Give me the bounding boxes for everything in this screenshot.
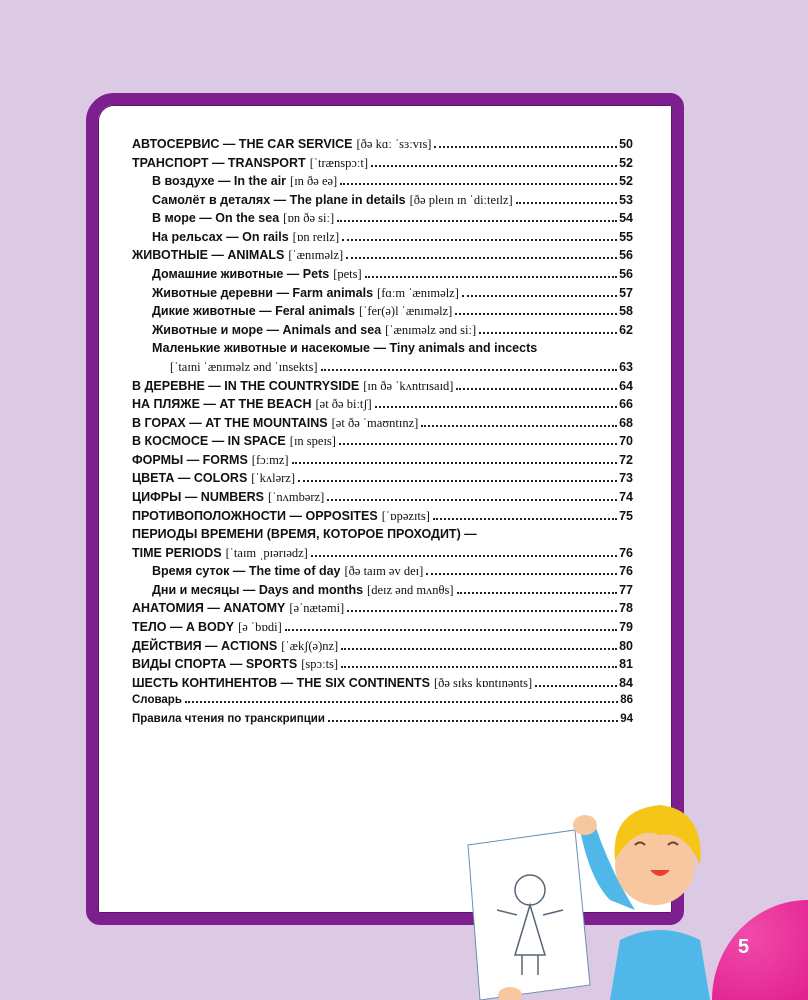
toc-entry-transcription: [əˈnætəmi] [289,601,345,616]
toc-entry-page: 62 [619,322,633,337]
toc-entry-transcription: [ɪn ðə eə] [290,174,338,189]
toc-entry-transcription: [ˈænɪməlz ənd siː] [385,322,477,337]
toc-entry-transcription: [fɔːmz] [251,452,289,467]
toc-entry[interactable] [132,397,633,416]
leader-dots [321,368,618,371]
toc-entry-transcription: [ˈɒpəzɪts] [381,508,430,523]
toc-entry-page: 86 [620,694,633,707]
toc-entry[interactable] [132,434,633,453]
toc-entry-title: TIME PERIODS [132,545,222,560]
toc-entry-page: 64 [619,378,633,393]
page-number-badge [712,900,808,1000]
toc-entry-transcription: [ət ðə biːtʃ] [315,397,372,412]
toc-entry-page: 80 [619,638,633,653]
toc-entry-transcription: [ˈfer(ə)l ˈænɪməlz] [359,304,453,319]
toc-entry-page: 72 [619,452,633,467]
toc-entry-page: 58 [619,304,633,319]
toc-entry[interactable] [132,453,633,472]
toc-entry-title: Время суток — The time of day [152,564,341,579]
leader-dots [328,719,618,722]
toc-entry[interactable] [132,546,633,565]
toc-entry[interactable] [132,583,633,602]
leader-dots [339,442,617,445]
toc-entry[interactable] [132,713,633,732]
toc-entry-page: 52 [619,174,633,189]
toc-entry-transcription: [ˈkʌlərz] [251,471,296,486]
toc-entry-page: 81 [619,657,633,672]
toc-entry[interactable] [132,156,633,175]
toc-entry[interactable] [132,490,633,509]
toc-entry-title: ВИДЫ СПОРТА — SPORTS [132,657,298,672]
toc-entry-title: ТЕЛО — A BODY [132,620,235,635]
leader-dots [327,498,617,501]
toc-entry-page: 56 [619,248,633,263]
leader-dots [292,461,618,464]
toc-entry-title: На рельсах — On rails [152,229,289,244]
toc-entry-title: ЖИВОТНЫЕ — ANIMALS [132,248,285,263]
toc-entry[interactable] [132,193,633,212]
leader-dots [311,554,617,557]
toc-entry-transcription: [ˈtrænspɔːt] [309,155,369,170]
leader-dots [346,256,617,259]
leader-dots [479,331,617,334]
toc-entry-page: 70 [619,434,633,449]
toc-entry[interactable] [132,694,633,713]
leader-dots [421,424,617,427]
toc-entry-title: Самолёт в деталях — The plane in details [152,192,406,207]
toc-entry-page: 55 [619,229,633,244]
toc-entry[interactable] [132,286,633,305]
leader-dots [457,591,618,594]
toc-entry-transcription: [pets] [333,267,362,282]
toc-entry[interactable] [132,267,633,286]
toc-entry-transcription: [spɔːts] [301,657,339,672]
toc-entry-title: Дни и месяцы — Days and months [152,582,364,597]
toc-entry-transcription: [ðə pleɪn ɪn ˈdiːteɪlz] [409,192,513,207]
toc-entry[interactable] [132,509,633,528]
leader-dots [462,294,617,297]
toc-entry[interactable] [132,527,633,546]
toc-entry-page: 78 [619,601,633,616]
toc-entry-transcription: [ˈtaɪni ˈænɪməlz ənd ˈɪnsekts] [170,359,318,374]
leader-dots [535,684,617,687]
leader-dots [298,479,617,482]
toc-entry-transcription: [ˈnʌmbərz] [268,489,325,504]
toc-entry[interactable] [132,323,633,342]
leader-dots [433,517,617,520]
leader-dots [455,312,617,315]
toc-entry-title: АВТОСЕРВИС — THE CAR SERVICE [132,137,353,151]
toc-entry[interactable] [132,471,633,490]
toc-entry-title: В ГОРАХ — AT THE MOUNTAINS [132,415,328,430]
leader-dots [342,238,617,241]
toc-entry-title: АНАТОМИЯ — ANATOMY [132,601,286,616]
toc-entry[interactable] [132,639,633,658]
toc-entry-page: 77 [619,582,633,597]
leader-dots [337,219,617,222]
toc-entry-title: Словарь [132,694,182,707]
toc-entry-title: ШЕСТЬ КОНТИНЕНТОВ — THE SIX CONTINENTS [132,675,430,690]
toc-entry-page: 76 [619,545,633,560]
toc-entry-title: Животные и море — Animals and sea [152,322,382,337]
toc-entry-title: Правила чтения по транскрипции [132,712,325,725]
toc-entry[interactable] [132,657,633,676]
leader-dots [365,275,617,278]
toc-entry-page: 53 [619,192,633,207]
toc-entry[interactable] [132,564,633,583]
toc-entry[interactable] [132,676,633,695]
toc-entry-page: 84 [619,675,633,690]
toc-entry-title: ЦВЕТА — COLORS [132,471,248,486]
toc-entry[interactable] [132,211,633,230]
toc-entry-page: 79 [619,620,633,635]
toc-entry-title: Животные деревни — Farm animals [152,285,374,300]
boy-with-drawing-illustration [460,790,720,1000]
toc-entry-page: 74 [619,489,633,504]
toc-entry[interactable] [132,341,633,360]
page-number: 5 [738,936,750,958]
toc-entry[interactable] [132,304,633,323]
toc-entry-title: Маленькие животные и насекомые — Tiny animals and incects [152,341,538,356]
toc-entry[interactable] [132,360,633,379]
toc-entry-transcription: [ðə kɑː ˈsɜːvɪs] [356,137,432,151]
toc-entry-page: 54 [619,211,633,226]
toc-entry-title: ЦИФРЫ — NUMBERS [132,489,265,504]
toc-entry[interactable] [132,416,633,435]
toc-entry[interactable] [132,230,633,249]
toc-entry-page: 56 [619,267,633,282]
toc-entry[interactable] [132,379,633,398]
toc-entry-title: Дикие животные — Feral animals [152,304,355,319]
toc-entry-title: В ДЕРЕВНЕ — IN THE COUNTRYSIDE [132,378,360,393]
toc-entry-transcription: [ɪn ðə ˈkʌntrɪsaɪd] [363,378,454,393]
toc-entry-page: 75 [619,508,633,523]
toc-entry-page: 52 [619,155,633,170]
toc-entry-title: ДЕЙСТВИЯ — ACTIONS [132,638,278,653]
leader-dots [185,700,618,703]
toc-entry-page: 94 [620,712,633,725]
leader-dots [341,665,617,668]
toc-entry-title: ПЕРИОДЫ ВРЕМЕНИ (ВРЕМЯ, КОТОРОЕ ПРОХОДИТ) — [132,527,477,542]
toc-entry[interactable] [132,137,633,156]
toc-entry-transcription: [ɒn reɪlz] [292,229,340,244]
leader-dots [375,405,617,408]
leader-dots [516,201,617,204]
toc-entry-page: 76 [619,564,633,579]
toc-entry-title: ТРАНСПОРТ — TRANSPORT [132,155,306,170]
toc-entry-title: В море — On the sea [152,211,280,226]
toc-entry-title: В воздухе — In the air [152,174,287,189]
toc-entry-title: ФОРМЫ — FORMS [132,452,248,467]
toc-entry[interactable] [132,620,633,639]
toc-entry-transcription: [ðə sɪks kɒntɪnənts] [433,675,533,690]
toc-entry[interactable] [132,174,633,193]
leader-dots [426,572,617,575]
toc-entry-page: 63 [619,359,633,374]
toc-entry-transcription: [ðə taɪm əv deɪ] [344,564,424,579]
toc-entry-transcription: [fɑːm ˈænɪməlz] [377,285,459,300]
toc-entry-transcription: [ˈtaɪm ˌpɪərɪədz] [225,545,308,560]
toc-entry-title: НА ПЛЯЖЕ — AT THE BEACH [132,397,312,412]
leader-dots [371,164,617,167]
toc-entry-page: 68 [619,415,633,430]
leader-dots [340,182,617,185]
toc-entry-transcription: [ˈækʃ(ə)nz] [281,638,339,653]
toc-entry-page: 66 [619,397,633,412]
toc-entry-title: Домашние животные — Pets [152,267,330,282]
toc-entry-transcription: [ə ˈbɒdi] [238,620,282,635]
toc-entry-page: 50 [619,137,633,151]
toc-entry-transcription: [deɪz ənd mʌnθs] [367,582,454,597]
toc-entry[interactable] [132,601,633,620]
leader-dots [285,628,617,631]
leader-dots [434,145,617,148]
toc-entry-title: ПРОТИВОПОЛОЖНОСТИ — OPPOSITES [132,508,378,523]
leader-dots [347,609,617,612]
toc-entry-title: В КОСМОСЕ — IN SPACE [132,434,286,449]
toc-entry-transcription: [ɒn ðə siː] [283,211,335,226]
leader-dots [456,387,617,390]
toc-entry-transcription: [ˈænɪməlz] [288,248,344,263]
toc-entry-page: 73 [619,471,633,486]
leader-dots [341,647,617,650]
table-of-contents [132,137,633,732]
toc-entry[interactable] [132,248,633,267]
toc-entry-page: 57 [619,285,633,300]
toc-entry-transcription: [ɪn speɪs] [289,434,336,449]
toc-entry-transcription: [ət ðə ˈmaʊntɪnz] [331,415,419,430]
